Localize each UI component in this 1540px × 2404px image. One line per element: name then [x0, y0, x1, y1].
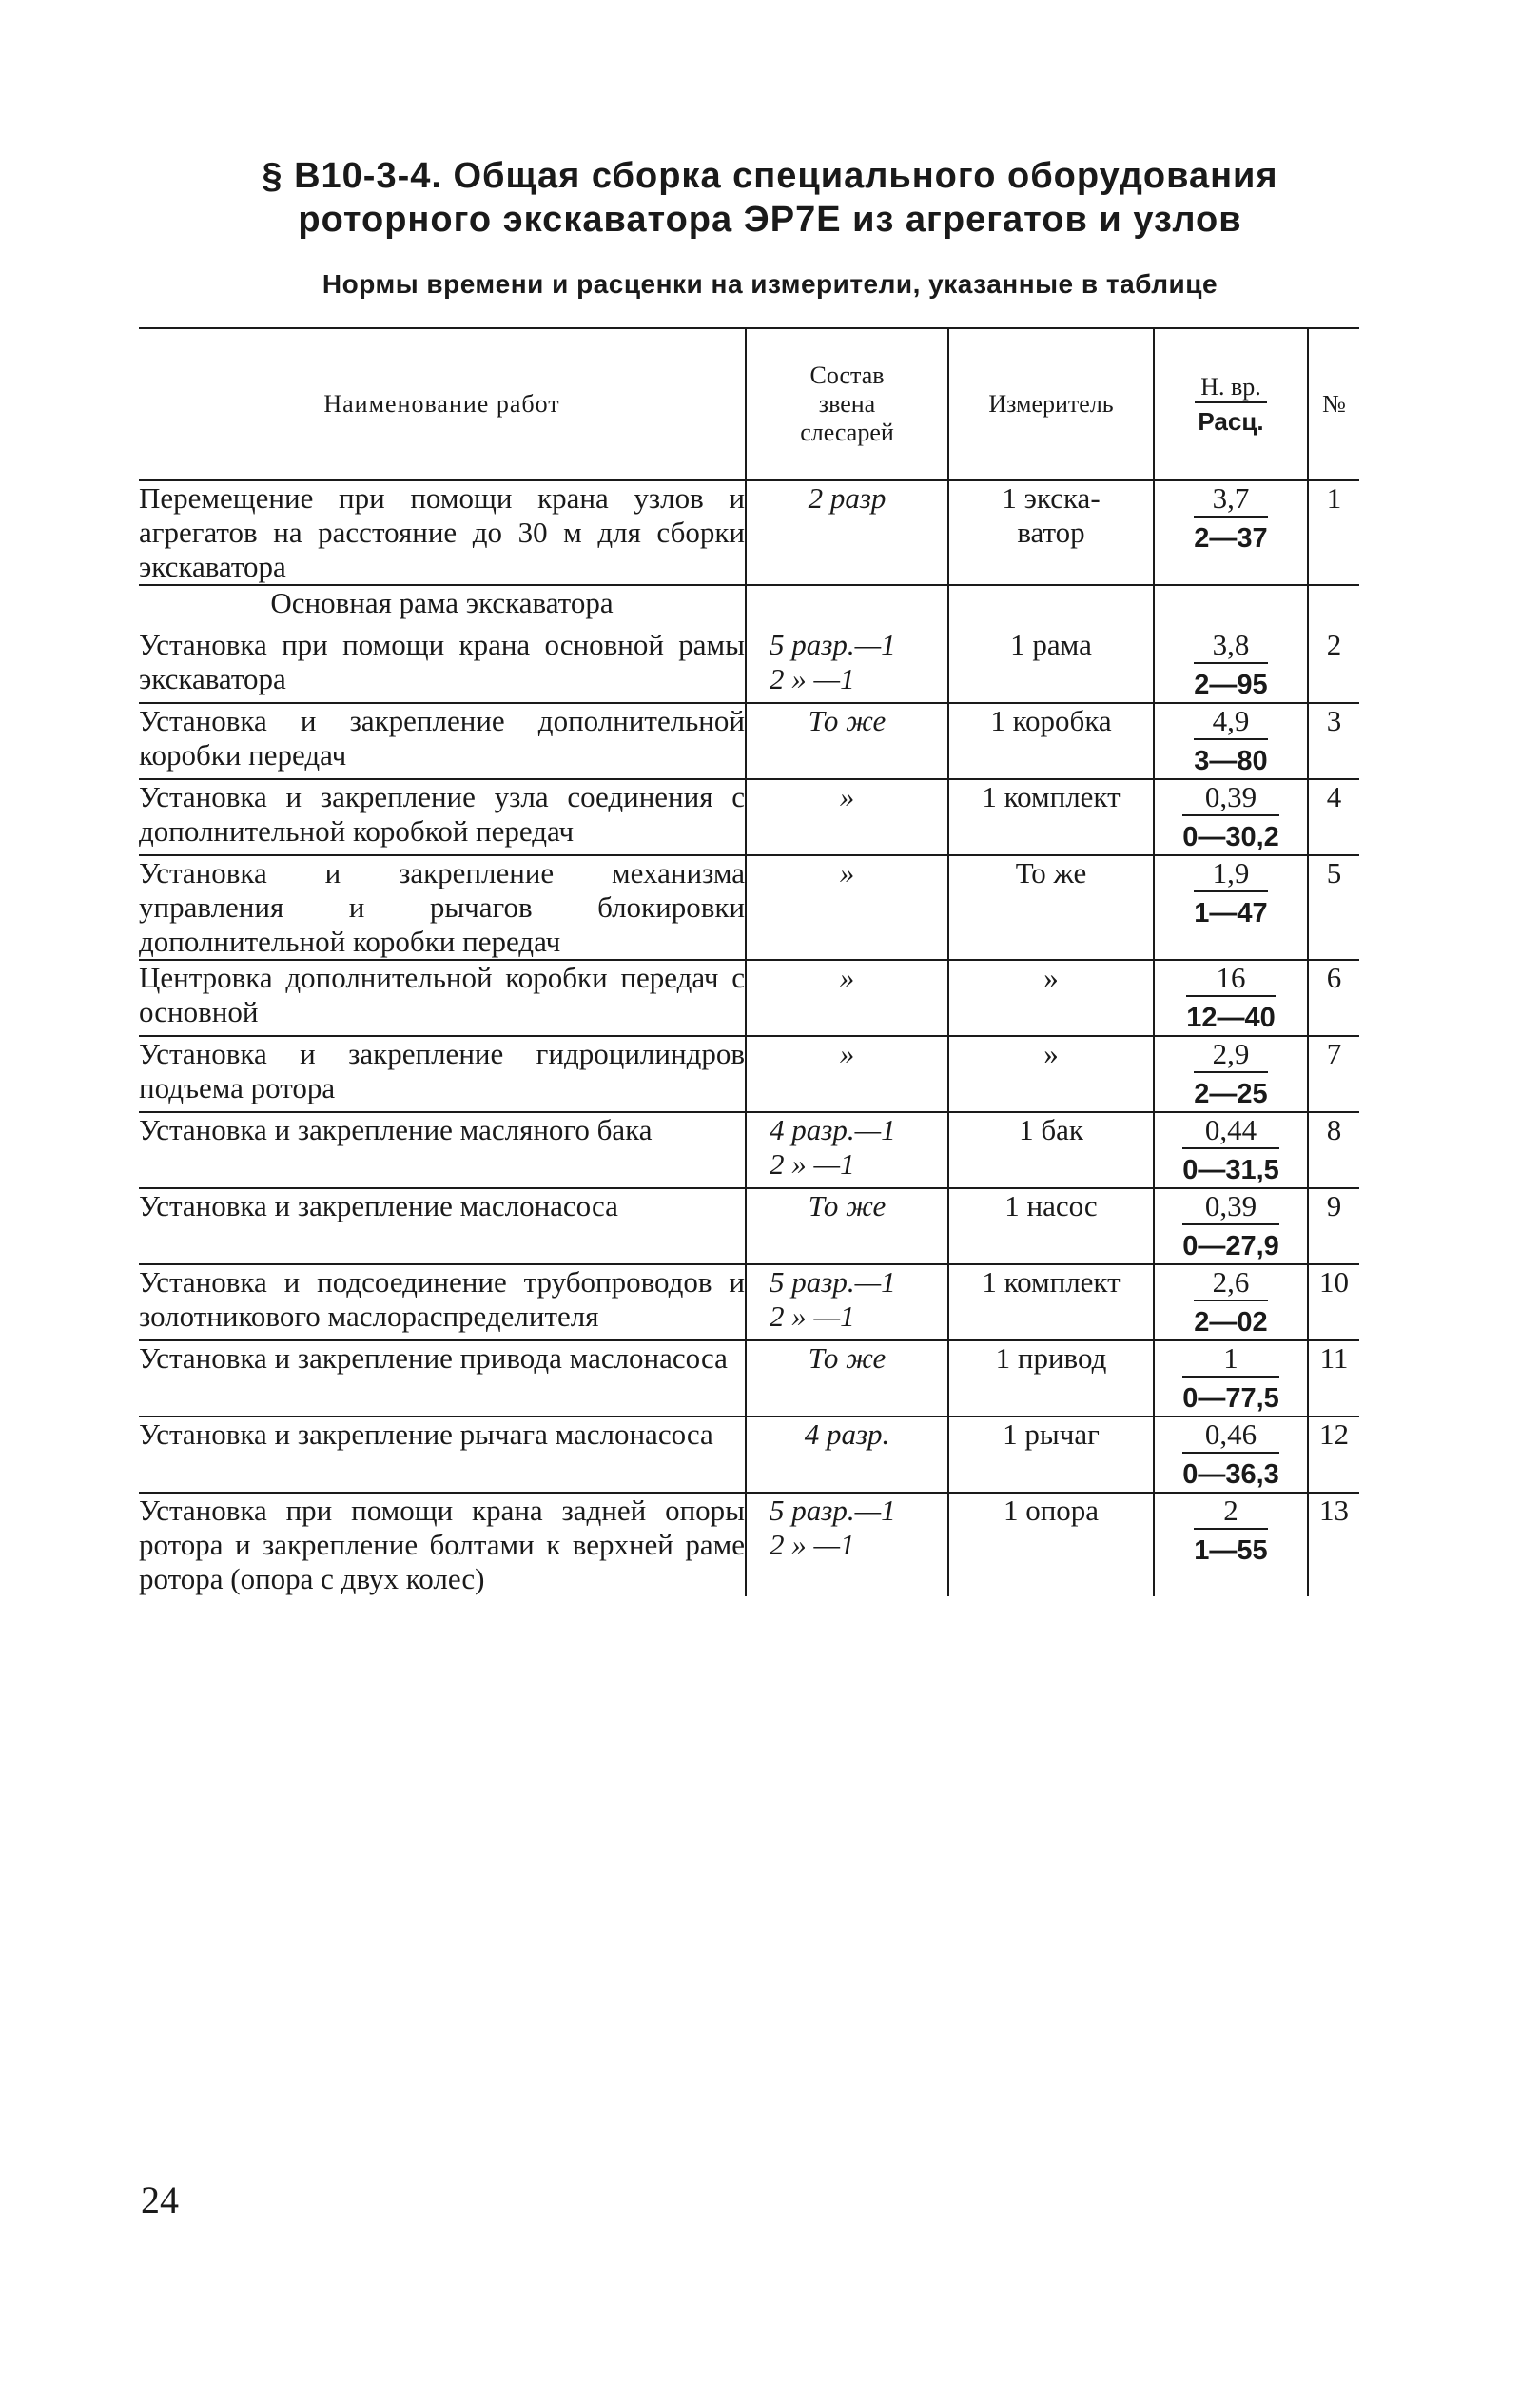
- composition-cell: [746, 1112, 948, 1188]
- table-row: [139, 1036, 1359, 1112]
- measure-line: 1 рычаг: [1003, 1417, 1100, 1451]
- composition-value: »: [839, 1037, 855, 1070]
- norm-rate-cell: [1154, 1417, 1308, 1493]
- norm-rate-cell: [1154, 960, 1308, 1036]
- norm-rate-cell: [1154, 703, 1308, 779]
- norm-time: 2,6: [1194, 1265, 1267, 1301]
- composition-value: То же: [808, 1189, 887, 1222]
- rate-value: 12—40: [1186, 1003, 1276, 1033]
- norm-rate-fraction: [1182, 1341, 1279, 1416]
- table-row: [139, 703, 1359, 779]
- composition-value: »: [839, 780, 855, 813]
- work-name-cell: [139, 620, 746, 703]
- row-number: 10: [1319, 1265, 1349, 1299]
- table-header-row: [139, 328, 1359, 480]
- work-name-cell: [139, 703, 746, 779]
- norm-time: 1: [1182, 1341, 1279, 1378]
- row-number-cell: [1308, 1036, 1359, 1112]
- measure-line: То же: [1015, 856, 1087, 889]
- norm-rate-fraction: [1194, 704, 1267, 778]
- rate-value: 1—47: [1194, 898, 1268, 928]
- measure-line: 1 бак: [1019, 1113, 1083, 1146]
- work-name: Установка и закрепление механизма управления и рычагов блокировки дополнительной коробки передач: [139, 856, 745, 958]
- header-work-name: Наименование работ: [139, 328, 746, 480]
- section-row: [139, 585, 1359, 620]
- work-name-cell: [139, 1340, 746, 1417]
- measure-line: 1 насос: [1004, 1189, 1098, 1222]
- row-number-cell: [1308, 620, 1359, 703]
- table-body: [139, 480, 1359, 1596]
- table-row: [139, 1340, 1359, 1417]
- row-number-cell: [1308, 1112, 1359, 1188]
- measure-line: 1 экска-: [1002, 481, 1101, 515]
- table-caption: Нормы времени и расценки на измерители, указанные в таблице: [322, 269, 1218, 299]
- work-name: Установка и закрепление дополнительной коробки передач: [139, 704, 745, 772]
- composition-cell: [746, 1340, 948, 1417]
- row-number-cell: [1308, 1493, 1359, 1596]
- measure-cell: [948, 1036, 1154, 1112]
- rate-value: 0—77,5: [1182, 1383, 1279, 1414]
- norm-rate-fraction: [1194, 481, 1267, 556]
- norms-table: [139, 327, 1359, 1596]
- work-name: Установка при помощи крана задней опоры ротора и закрепление болтами к верхней раме ротора (опора с двух колес): [139, 1494, 745, 1595]
- table-row: [139, 1188, 1359, 1264]
- composition-cell: [746, 703, 948, 779]
- row-number: 13: [1319, 1494, 1349, 1527]
- header-norm-rate: [1154, 328, 1308, 480]
- composition-value: 4 разр.: [804, 1417, 890, 1451]
- rate-value: 2—02: [1194, 1307, 1268, 1338]
- section-title-line-2: роторного экскаватора ЭР7Е из агрегатов и узлов: [298, 200, 1242, 240]
- composition-line: 2 » —1: [770, 1300, 855, 1333]
- composition-line: 4 разр.—1: [770, 1113, 896, 1146]
- norm-rate-cell: [1154, 1112, 1308, 1188]
- row-number-cell: [1308, 1188, 1359, 1264]
- measure-cell: [948, 1112, 1154, 1188]
- header-composition: [746, 328, 948, 480]
- norm-rate-fraction: [1194, 1494, 1267, 1568]
- row-number: 5: [1326, 856, 1342, 889]
- norm-time: 0,44: [1182, 1113, 1279, 1149]
- rate-value: 2—37: [1194, 523, 1268, 554]
- row-number-cell: [1308, 1417, 1359, 1493]
- header-rate: Расц.: [1198, 406, 1264, 436]
- composition-cell: [746, 620, 948, 703]
- header-composition-line-1: Состав: [809, 362, 885, 389]
- rate-value: 1—55: [1194, 1535, 1268, 1566]
- norm-time: 0,39: [1182, 780, 1279, 816]
- norm-rate-cell: [1154, 1188, 1308, 1264]
- header-number: №: [1308, 328, 1359, 480]
- measure-line: 1 опора: [1003, 1494, 1100, 1527]
- work-name-cell: [139, 779, 746, 855]
- norm-rate-cell: [1154, 620, 1308, 703]
- section-title-line-1: § B10-3-4. Общая сборка специального оборудования: [262, 156, 1278, 196]
- header-measure: Измеритель: [948, 328, 1154, 480]
- section-empty-cell: [948, 585, 1154, 620]
- row-number: 11: [1319, 1341, 1349, 1375]
- norm-time: 0,46: [1182, 1417, 1279, 1454]
- norm-rate-fraction: [1182, 780, 1279, 854]
- table-row: [139, 779, 1359, 855]
- rate-value: 3—80: [1194, 746, 1268, 776]
- section-empty-cell: [1308, 585, 1359, 620]
- composition-line: 2 » —1: [770, 1147, 855, 1181]
- measure-line: 1 коробка: [990, 704, 1112, 737]
- work-name-cell: [139, 1036, 746, 1112]
- composition-cell: [746, 1036, 948, 1112]
- norm-rate-fraction: [1182, 1113, 1279, 1187]
- norm-rate-cell: [1154, 1340, 1308, 1417]
- row-number: 6: [1326, 961, 1342, 994]
- measure-cell: [948, 480, 1154, 585]
- composition-cell: [746, 779, 948, 855]
- composition-line: 5 разр.—1: [770, 1265, 896, 1299]
- composition-cell: [746, 855, 948, 960]
- row-number-cell: [1308, 1340, 1359, 1417]
- norm-rate-cell: [1154, 1264, 1308, 1340]
- row-number-cell: [1308, 779, 1359, 855]
- rate-value: 0—36,3: [1182, 1459, 1279, 1490]
- page-number: 24: [141, 2179, 179, 2221]
- table-row: [139, 960, 1359, 1036]
- composition-cell: [746, 1188, 948, 1264]
- measure-cell: [948, 703, 1154, 779]
- row-number-cell: [1308, 703, 1359, 779]
- composition-value: »: [839, 856, 855, 889]
- table-row: [139, 1493, 1359, 1596]
- row-number: 4: [1326, 780, 1342, 813]
- rate-value: 2—25: [1194, 1079, 1268, 1109]
- table-row: [139, 480, 1359, 585]
- norm-rate-fraction: [1182, 1189, 1279, 1263]
- measure-cell: [948, 1188, 1154, 1264]
- table-row: [139, 855, 1359, 960]
- measure-cell: [948, 779, 1154, 855]
- measure-cell: [948, 1493, 1154, 1596]
- section-title: [0, 154, 1540, 242]
- norm-time: 0,39: [1182, 1189, 1279, 1225]
- header-composition-line-3: слесарей: [800, 419, 894, 446]
- work-name: Установка и подсоединение трубопроводов и золотникового маслораспределителя: [139, 1265, 745, 1333]
- measure-line: 1 привод: [995, 1341, 1107, 1375]
- norm-rate-fraction: [1186, 961, 1276, 1035]
- row-number-cell: [1308, 1264, 1359, 1340]
- composition-value: »: [839, 961, 855, 994]
- norm-rate-fraction: [1194, 628, 1267, 702]
- composition-value: То же: [808, 704, 887, 737]
- norm-rate-fraction: [1182, 1417, 1279, 1492]
- norm-rate-cell: [1154, 1036, 1308, 1112]
- table-row: [139, 620, 1359, 703]
- composition-line: 5 разр.—1: [770, 628, 896, 661]
- header-composition-line-2: звена: [818, 390, 876, 418]
- work-name: Центровка дополнительной коробки передач с основной: [139, 961, 745, 1028]
- work-name-cell: [139, 1188, 746, 1264]
- measure-cell: [948, 1340, 1154, 1417]
- measure-cell: [948, 855, 1154, 960]
- row-number-cell: [1308, 480, 1359, 585]
- measure-line: »: [1043, 961, 1059, 994]
- measure-line: 1 комплект: [982, 1265, 1121, 1299]
- norm-time: 2,9: [1194, 1037, 1267, 1073]
- measure-cell: [948, 1264, 1154, 1340]
- composition-value: То же: [808, 1341, 887, 1375]
- work-name: Установка и закрепление гидроцилиндров подъема ротора: [139, 1037, 745, 1104]
- composition-line: 2 » —1: [770, 662, 855, 695]
- section-title-cell: [139, 585, 746, 620]
- composition-value: 2 разр: [808, 481, 887, 515]
- work-name-cell: [139, 480, 746, 585]
- section-title-text: Основная рама экскаватора: [270, 586, 614, 619]
- composition-line: 5 разр.—1: [770, 1494, 896, 1527]
- norm-time: 3,7: [1194, 481, 1267, 518]
- work-name: Установка при помощи крана основной рамы экскаватора: [139, 628, 745, 695]
- row-number-cell: [1308, 960, 1359, 1036]
- work-name: Установка и закрепление масляного бака: [139, 1113, 653, 1146]
- rate-value: 0—30,2: [1182, 822, 1279, 852]
- work-name: Установка и закрепление узла соединения с дополнительной коробкой передач: [139, 780, 745, 848]
- norm-rate-cell: [1154, 480, 1308, 585]
- row-number-cell: [1308, 855, 1359, 960]
- table-row: [139, 1417, 1359, 1493]
- row-number: 1: [1326, 481, 1342, 515]
- measure-cell: [948, 1417, 1154, 1493]
- norm-time: 1,9: [1194, 856, 1267, 892]
- work-name-cell: [139, 1112, 746, 1188]
- work-name-cell: [139, 1493, 746, 1596]
- measure-line: 1 комплект: [982, 780, 1121, 813]
- row-number: 9: [1326, 1189, 1342, 1222]
- header-norm: Н. вр.: [1195, 373, 1267, 403]
- work-name: Установка и закрепление рычага маслонасоса: [139, 1417, 713, 1451]
- norm-rate-cell: [1154, 779, 1308, 855]
- rate-value: 0—27,9: [1182, 1231, 1279, 1261]
- norm-time: 16: [1186, 961, 1276, 997]
- section-empty-cell: [746, 585, 948, 620]
- composition-cell: [746, 1493, 948, 1596]
- row-number: 8: [1326, 1113, 1342, 1146]
- norm-time: 4,9: [1194, 704, 1267, 740]
- measure-line: »: [1043, 1037, 1059, 1070]
- norm-rate-fraction: [1194, 1037, 1267, 1111]
- composition-cell: [746, 1417, 948, 1493]
- work-name-cell: [139, 1417, 746, 1493]
- measure-cell: [948, 960, 1154, 1036]
- composition-cell: [746, 1264, 948, 1340]
- norm-time: 2: [1194, 1494, 1267, 1530]
- measure-cell: [948, 620, 1154, 703]
- measure-line: 1 рама: [1010, 628, 1092, 661]
- row-number: 3: [1326, 704, 1342, 737]
- work-name-cell: [139, 960, 746, 1036]
- work-name: Перемещение при помощи крана узлов и агрегатов на расстояние до 30 м для сборки экскаватора: [139, 481, 745, 583]
- norm-rate-cell: [1154, 855, 1308, 960]
- row-number: 2: [1326, 628, 1342, 661]
- rate-value: 2—95: [1194, 670, 1268, 700]
- table-row: [139, 1112, 1359, 1188]
- row-number: 12: [1319, 1417, 1349, 1451]
- table-row: [139, 1264, 1359, 1340]
- norm-time: 3,8: [1194, 628, 1267, 664]
- work-name-cell: [139, 855, 746, 960]
- composition-cell: [746, 480, 948, 585]
- work-name-cell: [139, 1264, 746, 1340]
- work-name: Установка и закрепление маслонасоса: [139, 1189, 618, 1222]
- work-name: Установка и закрепление привода маслонасоса: [139, 1341, 728, 1375]
- section-empty-cell: [1154, 585, 1308, 620]
- norm-rate-fraction: [1194, 1265, 1267, 1339]
- norm-rate-cell: [1154, 1493, 1308, 1596]
- composition-line: 2 » —1: [770, 1528, 855, 1561]
- row-number: 7: [1326, 1037, 1342, 1070]
- norm-rate-fraction: [1194, 856, 1267, 930]
- rate-value: 0—31,5: [1182, 1155, 1279, 1185]
- measure-line: ватор: [1017, 516, 1085, 549]
- composition-cell: [746, 960, 948, 1036]
